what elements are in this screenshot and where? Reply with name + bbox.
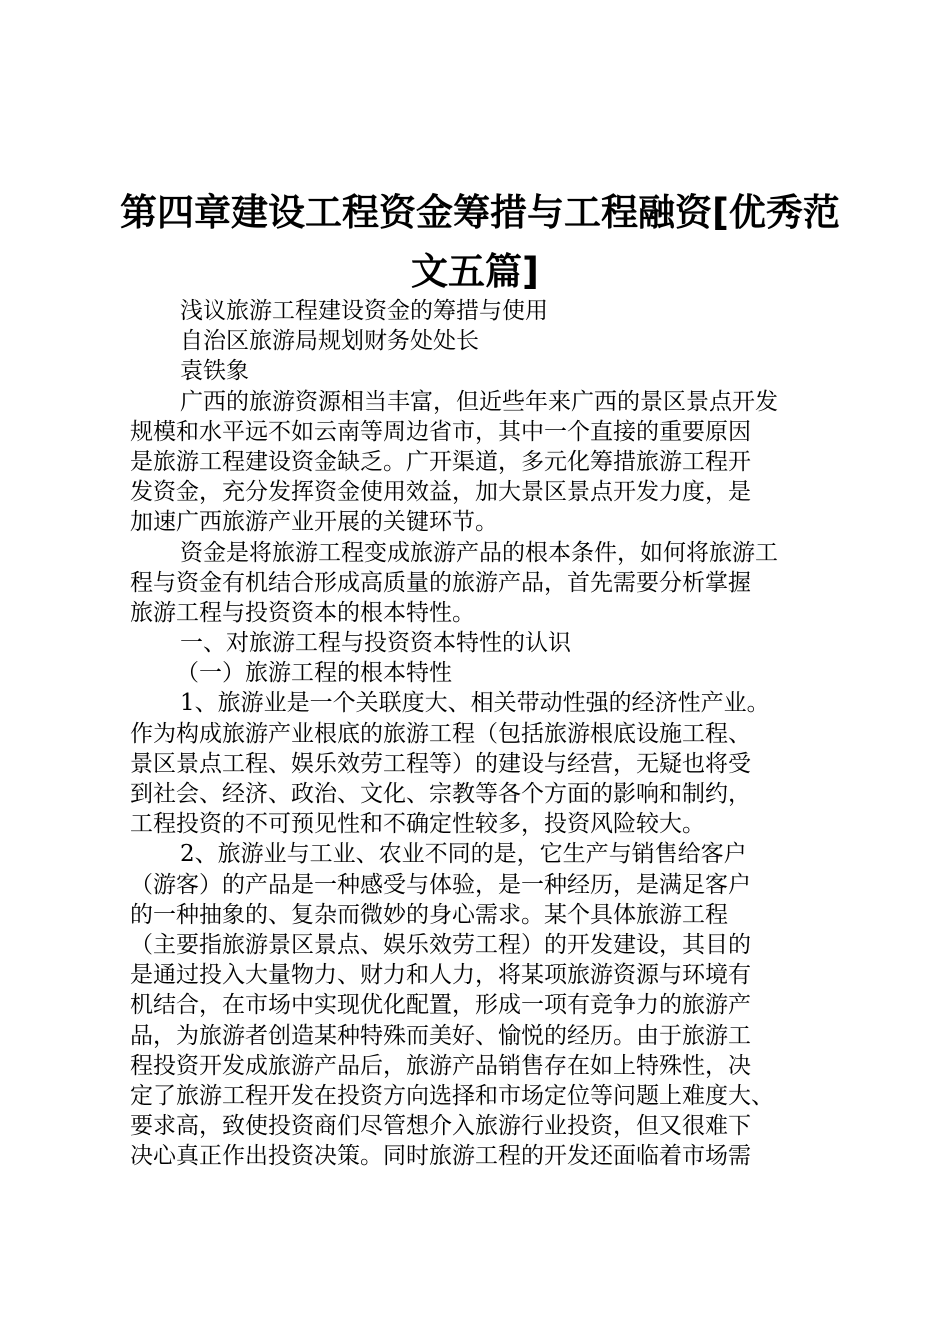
paragraph-line: 作为构成旅游产业根底的旅游工程（包括旅游根底设施工程、 — [130, 720, 751, 747]
paragraph-line: 程投资开发成旅游产品后，旅游产品销售存在如上特殊性，决 — [130, 1052, 751, 1079]
paragraph-line: 加速广西旅游产业开展的关键环节。 — [130, 509, 498, 536]
section-heading: 一、对旅游工程与投资资本特性的认识 — [180, 630, 571, 657]
subtitle-line: 浅议旅游工程建设资金的筹措与使用 — [180, 298, 548, 324]
document-title-line-1: 第四章建设工程资金筹措与工程融资[优秀范 — [120, 191, 840, 234]
paragraph-line: 是旅游工程建设资金缺乏。广开渠道，多元化筹措旅游工程开 — [130, 448, 751, 475]
paragraph-line: 资金是将旅游工程变成旅游产品的根本条件，如何将旅游工 — [180, 539, 778, 566]
paragraph-line: 的一种抽象的、复杂而微妙的身心需求。某个具体旅游工程 — [130, 901, 728, 928]
paragraph-line: 程与资金有机结合形成高质量的旅游产品，首先需要分析掌握 — [130, 569, 751, 596]
paragraph-line: 要求高，致使投资商们尽管想介入旅游行业投资，但又很难下 — [130, 1113, 751, 1140]
paragraph-line: 旅游工程与投资资本的根本特性。 — [130, 599, 475, 626]
paragraph-line: 景区景点工程、娱乐效劳工程等）的建设与经营，无疑也将受 — [130, 750, 751, 777]
paragraph-line: 到社会、经济、政治、文化、宗教等各个方面的影响和制约， — [130, 781, 751, 807]
paragraph-line: 发资金，充分发挥资金使用效益，加大景区景点开发力度，是 — [130, 479, 751, 506]
paragraph-line: 工程投资的不可预见性和不确定性较多，投资风险较大。 — [130, 811, 705, 838]
paragraph-line: 机结合，在市场中实现优化配置，形成一项有竞争力的旅游产 — [130, 992, 751, 1019]
paragraph-line: （主要指旅游景区景点、娱乐效劳工程）的开发建设，其目的 — [130, 931, 751, 958]
paragraph-line: 品，为旅游者创造某种特殊而美好、愉悦的经历。由于旅游工 — [130, 1022, 751, 1049]
paragraph-line: 是通过投入大量物力、财力和人力，将某项旅游资源与环境有 — [130, 962, 751, 989]
paragraph-line: 决心真正作出投资决策。同时旅游工程的开发还面临着市场需 — [130, 1143, 751, 1170]
document-body — [130, 296, 830, 1171]
subsection-heading: （一）旅游工程的根本特性 — [176, 660, 452, 687]
paragraph-line: （游客）的产品是一种感受与体验，是一种经历，是满足客户 — [130, 871, 751, 898]
author-position-line: 自治区旅游局规划财务处处长 — [180, 328, 479, 355]
paragraph-line: 广西的旅游资源相当丰富，但近些年来广西的景区景点开发 — [180, 388, 778, 415]
author-name-line: 袁铁象 — [180, 358, 249, 385]
paragraph-line: 2、旅游业与工业、农业不同的是，它生产与销售给客户 — [180, 841, 747, 868]
paragraph-line: 规模和水平远不如云南等周边省市，其中一个直接的重要原因 — [130, 418, 751, 445]
paragraph-line: 定了旅游工程开发在投资方向选择和市场定位等问题上难度大、 — [130, 1082, 774, 1109]
document-title-line-2: 文五篇] — [411, 250, 539, 293]
paragraph-line: 1、旅游业是一个关联度大、相关带动性强的经济性产业。 — [180, 690, 770, 717]
